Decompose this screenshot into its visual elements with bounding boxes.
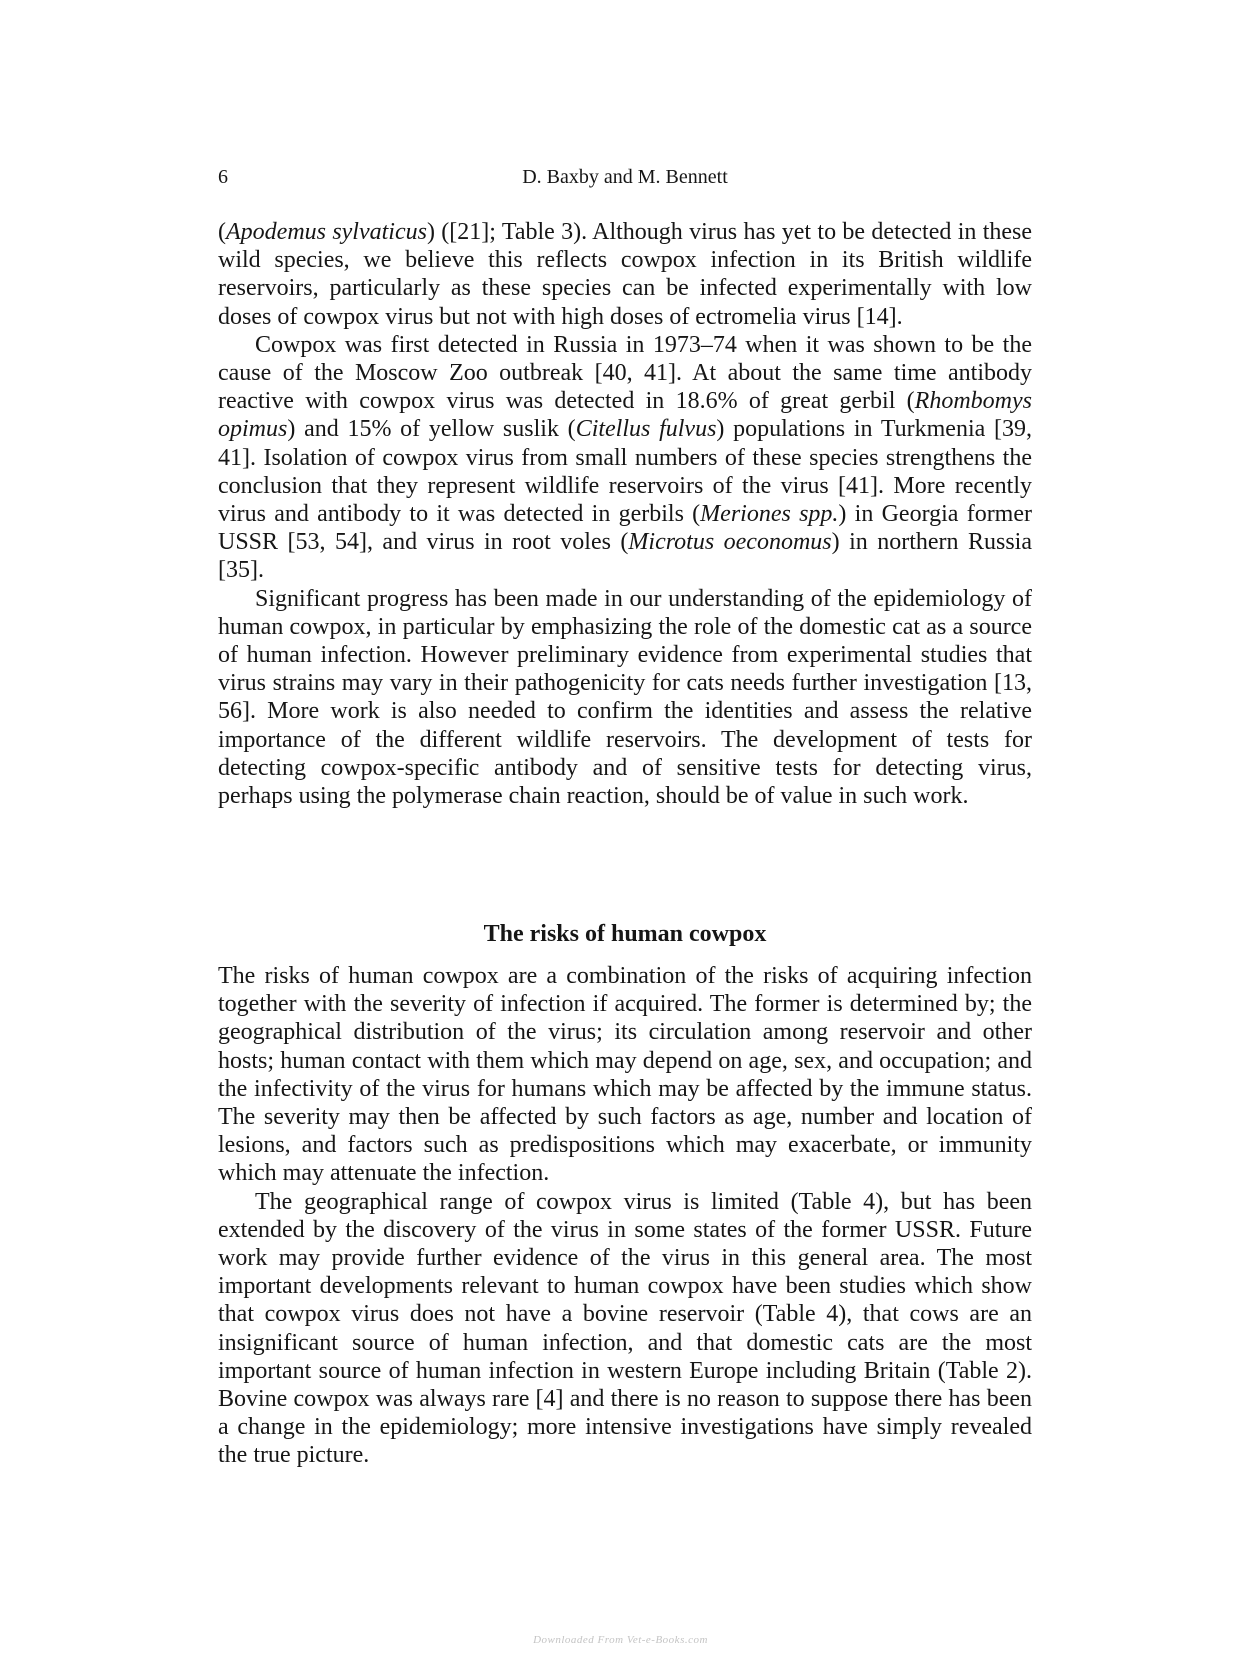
italic-term: Meriones spp. xyxy=(700,501,839,528)
text-block-wildlife-reservoirs xyxy=(218,218,1032,810)
paragraph-rich-text xyxy=(218,219,1032,330)
text-run: ) populations in Turkmenia [39, 41]. Isolation of cowpox virus from small numbers of these species strengthens the conclusion that they represent wildlife reservoirs of the virus [41]. More recently virus and antibody to it was detected in gerbils ( xyxy=(218,416,1033,528)
text-run: Cowpox was first detected in Russia in 1973–74 when it was shown to be the cause of the Moscow Zoo outbreak [40, 41]. At about the same time antibody reactive with cowpox virus was detected in 18.6% of great gerbil ( xyxy=(218,331,1032,415)
paragraph-geographical-range: The geographical range of cowpox virus is limited (Table 4), but has been extended by the discovery of the virus in some states of the former USSR. Future work may provide further evidence of the virus in this general area. The most important developments relevant to human cowpox have been studies which show that cowpox virus does not have a bovine reservoir (Table 4), that cows are an insignificant source of human infection, and that domestic cats are the most important source of human infection in western Europe including Britain (Table 2). Bovine cowpox was always rare [4] and there is no reason to suppose there has been a change in the epidemiology; more intensive investigations have simply revealed the true picture. xyxy=(218,1188,1032,1469)
page-number: 6 xyxy=(218,166,228,188)
italic-term: Microtus oeconomus xyxy=(628,529,832,556)
text-run: ) ([21]; Table 3). Although virus has yet to be detected in these wild species, we believe this reflects cowpox infection in its British wildlife reservoirs, particularly as these species can be infected experimentally with low doses of cowpox virus but not with high doses of ectromelia virus [14]. xyxy=(218,219,1033,330)
text-run: ) in Georgia former USSR [53, 54], and virus in root voles ( xyxy=(218,501,1032,556)
italic-term: Rhombomys opimus xyxy=(218,388,1032,443)
paragraph-risks: The risks of human cowpox are a combination of the risks of acquiring infection together with the severity of infection if acquired. The former is determined by; the geographical distribution of the virus; its circulation among reservoir and other hosts; human contact with them which may depend on age, sex, and occupation; and the infectivity of the virus for humans which may be affected by the immune status. The severity may then be affected by such factors as age, number and location of lesions, and factors such as predispositions which may exacerbate, or immunity which may attenuate the infection. xyxy=(218,963,1032,1187)
section-heading: The risks of human cowpox xyxy=(483,921,767,947)
running-header xyxy=(218,166,1032,196)
paragraph-russia xyxy=(218,331,1032,585)
italic-term: Citellus fulvus xyxy=(575,416,717,443)
paragraph-continued: (Apodemus sylvaticus) ([21]; Table 3). Although virus has yet to be detected in these wild species, we believe this reflects cowpox infection in its British wildlife reservoirs, particularly as these species can be infected experimentally with low doses of cowpox virus but not with high doses of ectromelia virus [14]. xyxy=(218,219,1033,330)
text-run: ) in northern Russia [35]. xyxy=(218,529,1033,584)
text-block-risks xyxy=(218,962,1032,1470)
text-run: ) and 15% of yellow suslik ( xyxy=(287,416,576,443)
italic-term: Apodemus sylvaticus xyxy=(226,219,427,245)
download-watermark: Downloaded From Vet-e-Books.com xyxy=(533,1634,708,1646)
paragraph-rich-text xyxy=(218,332,1032,584)
running-title: D. Baxby and M. Bennett xyxy=(522,166,728,188)
paragraph-progress: Significant progress has been made in our understanding of the epidemiology of human cowpox, in particular by emphasizing the role of the domestic cat as a source of human infection. However preliminary evidence from experimental studies that virus strains may vary in their pathogenicity for cats needs further investigation [13, 56]. More work is also needed to confirm the identities and assess the relative importance of the different wildlife reservoirs. The development of tests for detecting cowpox-specific antibody and of sensitive tests for detecting virus, perhaps using the polymerase chain reaction, should be of value in such work. xyxy=(218,585,1032,810)
